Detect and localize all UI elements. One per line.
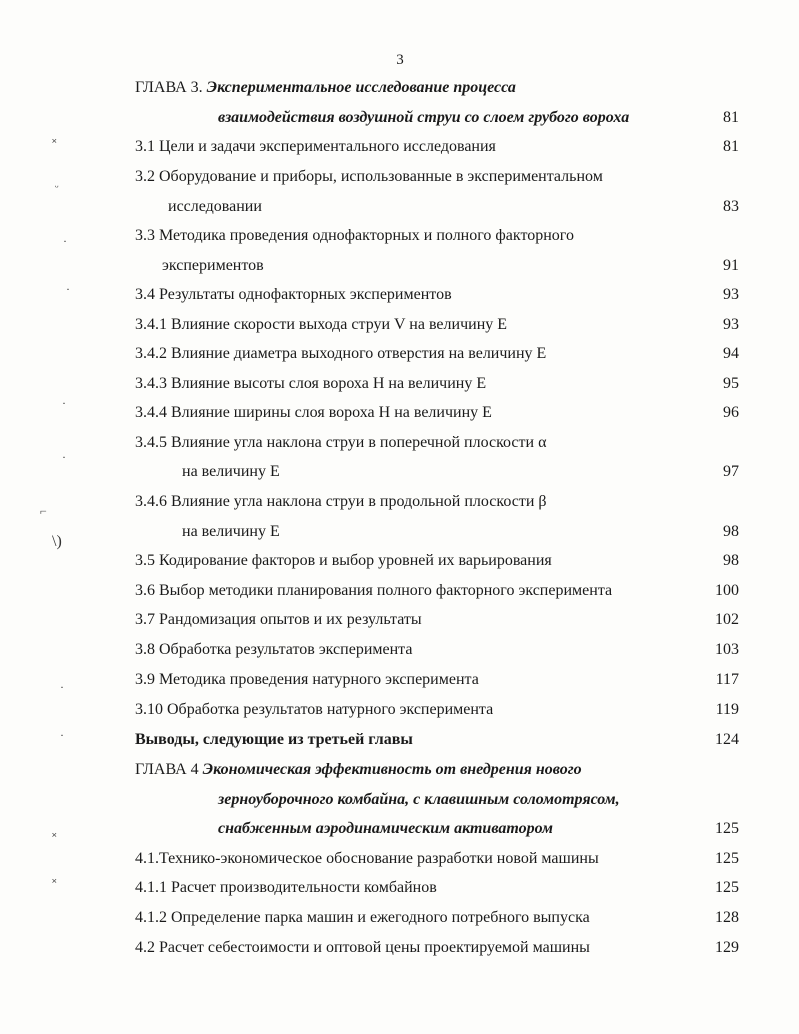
toc-page: 125	[715, 850, 739, 867]
toc-entry-4-1-1: 4.1.1 Расчет производительности комбайнов	[135, 879, 437, 896]
scan-speck: ⌐	[40, 504, 47, 518]
chapter-3-page: 81	[723, 109, 739, 126]
toc-entry-3-2: 3.2 Оборудование и приборы, использованные в экспериментальном	[135, 168, 603, 185]
toc-entry-3-7: 3.7 Рандомизация опытов и их результаты	[135, 611, 422, 628]
toc-page: 91	[723, 257, 739, 274]
toc-entry-3-8: 3.8 Обработка результатов эксперимента	[135, 641, 413, 658]
scan-speck: ·	[66, 282, 70, 296]
toc-entry-conclusions: Выводы, следующие из третьей главы	[135, 731, 413, 748]
scan-speck: ˟	[52, 876, 57, 890]
toc-page: 128	[715, 909, 739, 926]
toc-page: 119	[715, 701, 739, 718]
toc-page: 95	[723, 375, 739, 392]
toc-page: 129	[715, 939, 739, 956]
toc-page: 103	[715, 641, 739, 658]
toc-page: 124	[715, 731, 739, 748]
toc-entry-3-4-2: 3.4.2 Влияние диаметра выходного отверстия на величину E	[135, 345, 547, 362]
toc-page: 93	[723, 286, 739, 303]
scan-speck: ·	[60, 680, 64, 694]
toc-page: 102	[715, 611, 739, 628]
toc-page: 97	[723, 463, 739, 480]
scan-speck: ·	[63, 234, 67, 248]
chapter-3-title-line2: взаимодействия воздушной струи со слоем грубого вороха	[218, 109, 630, 126]
chapter-3-label: ГЛАВА 3.	[135, 79, 203, 96]
toc-page: 100	[715, 582, 739, 599]
chapter-3-heading	[135, 78, 516, 98]
toc-page: 94	[723, 345, 739, 362]
toc-page: 125	[715, 879, 739, 896]
toc-page: 93	[723, 316, 739, 333]
toc-entry-3-4-5: 3.4.5 Влияние угла наклона струи в поперечной плоскости α	[135, 434, 547, 451]
chapter-4-page: 125	[715, 820, 739, 837]
toc-entry-3-4-4: 3.4.4 Влияние ширины слоя вороха H на величину E	[135, 404, 492, 421]
toc-page: 83	[723, 198, 739, 215]
scan-speck: ·	[62, 450, 66, 464]
toc-page: 117	[715, 671, 739, 688]
toc-entry-3-4-3: 3.4.3 Влияние высоты слоя вороха H на величину E	[135, 375, 487, 392]
scan-speck: ˟	[52, 136, 57, 150]
chapter-3-title-line1: Экспериментальное исследование процесса	[206, 79, 516, 96]
chapter-4-title-line2: зерноуборочного комбайна, с клавишным соломотрясом,	[218, 791, 620, 808]
scan-speck: ·	[62, 396, 66, 410]
toc-entry-3-4-6: 3.4.6 Влияние угла наклона струи в продольной плоскости β	[135, 493, 547, 510]
toc-entry-3-9: 3.9 Методика проведения натурного эксперимента	[135, 671, 479, 688]
toc-entry-3-4-1: 3.4.1 Влияние скорости выхода струи V на величину E	[135, 316, 508, 333]
chapter-4-title-line3: снабженным аэродинамическим активатором	[218, 820, 553, 837]
toc-entry-3-1: 3.1 Цели и задачи экспериментального исследования	[135, 138, 496, 155]
toc-entry-3-4-5-cont: на величину E	[182, 463, 280, 480]
toc-entry-3-10: 3.10 Обработка результатов натурного эксперимента	[135, 701, 494, 718]
toc-page: 96	[723, 404, 739, 421]
toc-entry-4-1: 4.1.Технико-экономическое обоснование разработки новой машины	[135, 850, 599, 867]
chapter-4-title-line1: Экономическая эффективность от внедрения нового	[202, 761, 582, 778]
toc-entry-3-3-cont: экспериментов	[162, 257, 264, 274]
chapter-4-label: ГЛАВА 4	[135, 761, 199, 778]
toc-entry-3-4: 3.4 Результаты однофакторных экспериментов	[135, 286, 452, 303]
scan-speck: \)	[52, 533, 62, 550]
scan-speck: ᵕ	[55, 180, 59, 194]
scan-speck: ·	[60, 728, 64, 742]
toc-entry-3-4-6-cont: на величину E	[182, 523, 280, 540]
toc-entry-4-2: 4.2 Расчет себестоимости и оптовой цены проектируемой машины	[135, 939, 590, 956]
toc-entry-3-2-cont: исследовании	[168, 198, 262, 215]
toc-entry-4-1-2: 4.1.2 Определение парка машин и ежегодного потребного выпуска	[135, 909, 590, 926]
toc-page: 98	[723, 523, 739, 540]
toc-page: 98	[723, 552, 739, 569]
toc-entry-3-3: 3.3 Методика проведения однофакторных и полного факторного	[135, 227, 574, 244]
toc-entry-3-5: 3.5 Кодирование факторов и выбор уровней их варьирования	[135, 552, 552, 569]
scan-speck: ˟	[52, 830, 57, 844]
page-number: 3	[396, 52, 404, 68]
toc-page: 81	[723, 138, 739, 155]
chapter-4-heading	[135, 760, 582, 780]
toc-entry-3-6: 3.6 Выбор методики планирования полного факторного эксперимента	[135, 582, 613, 599]
